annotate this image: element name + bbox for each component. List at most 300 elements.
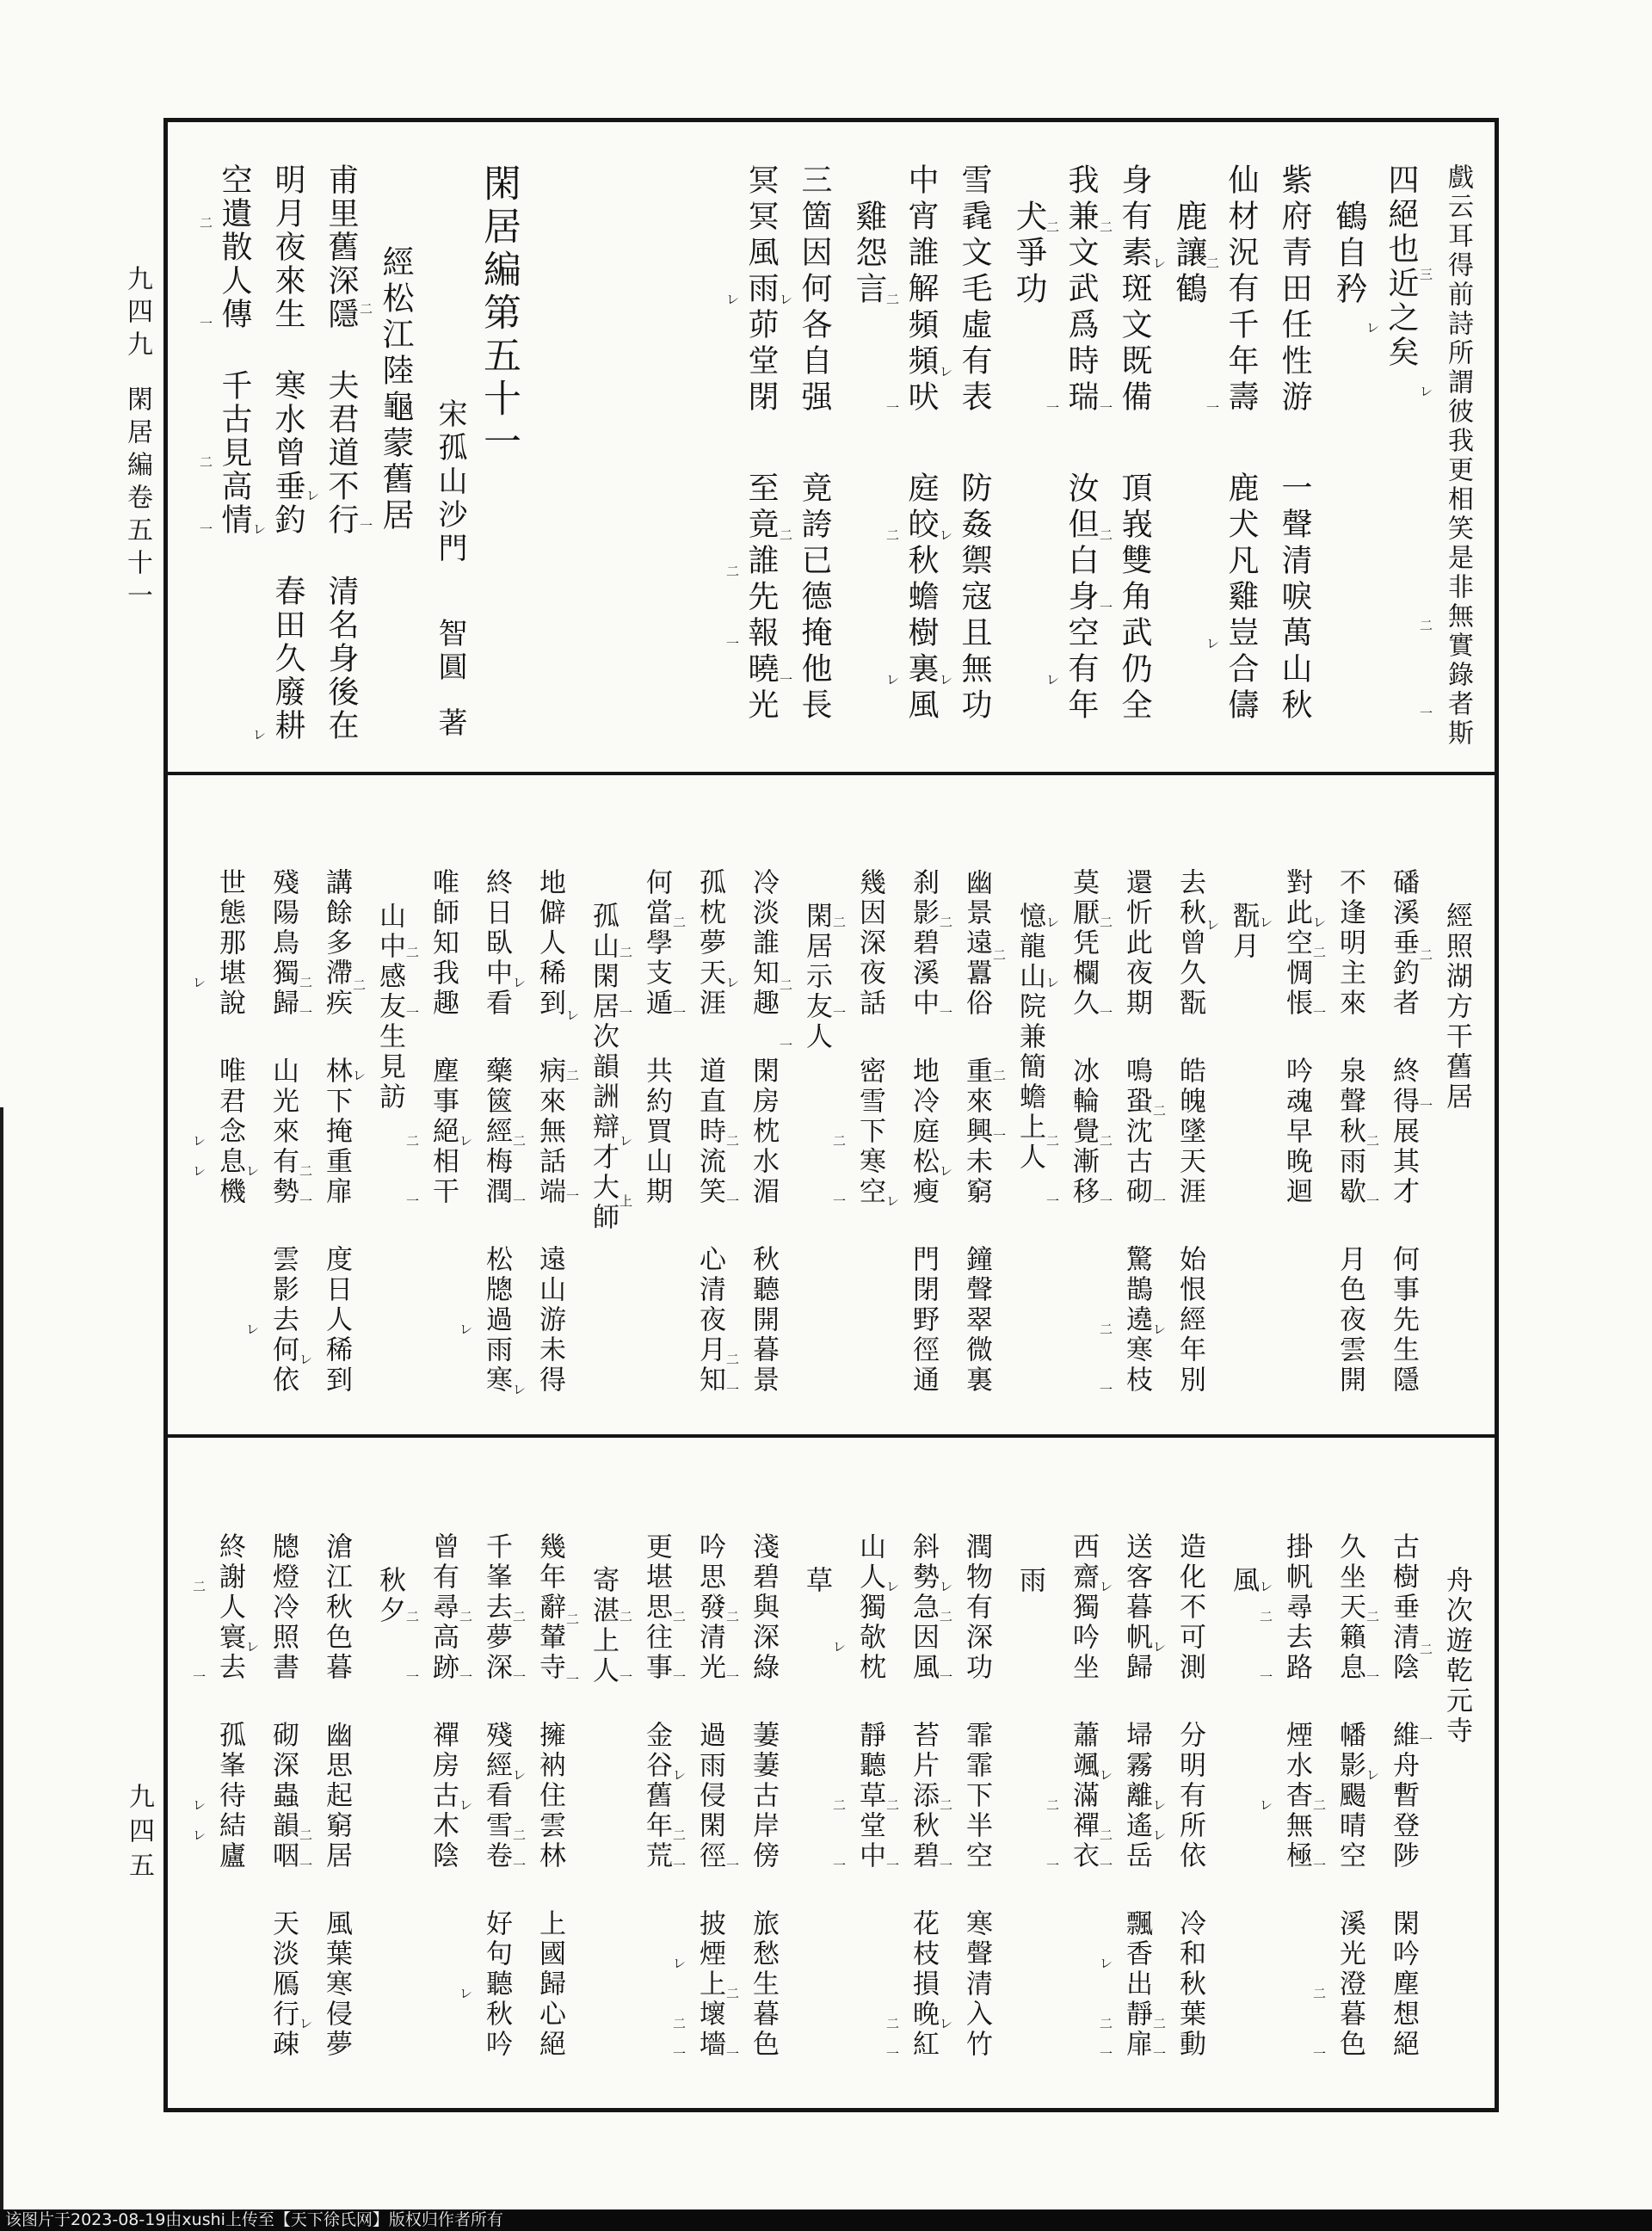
kaeriten-mark: 一 [726,1670,743,1685]
text-segment: 始恨經年別 [1175,1245,1205,1396]
scan-edge-artifact [0,1107,3,2210]
kaeriten-mark: 一 [886,2047,903,2062]
kaeriten-mark: 二 [726,1610,743,1624]
poem-title-column [352,775,404,1434]
kaeriten-mark: 一 [1420,1100,1437,1114]
kaeriten-mark: 一 [459,1670,477,1685]
margin-volume-label [124,265,150,614]
kaeriten-mark: 二 [673,2017,690,2031]
phrase-gap [656,1019,657,1057]
kaeriten-mark: レ [940,674,959,688]
phrase-gap [1083,1019,1084,1057]
poem-title-column [992,775,1044,1434]
text-segment: 鶴自矜 [1330,200,1365,308]
kaeriten-mark: レ [513,976,530,990]
text-segment: 苔片添秋碧 [909,1721,939,1871]
kaeriten-mark: 一 [886,402,905,416]
text-segment: 雞怨言 [850,200,885,308]
kaeriten-mark: レ [940,1580,957,1594]
text-segment: 還忻此夜期 [1122,868,1152,1019]
text-segment: 上國歸心絕 [535,1909,565,2060]
kaeriten-mark: 二 [940,915,957,930]
phrase-gap [975,416,976,471]
kaeriten-mark: 二 [1100,221,1119,236]
text-column [1365,122,1417,772]
text-segment: 幽思起窮居 [322,1721,352,1871]
text-segment: 至竟誰先報曉光 [744,471,779,724]
kaeriten-mark: レ [1153,1798,1170,1813]
kaeriten-mark: 一 [673,1006,690,1020]
text-column [1152,1438,1204,2105]
kaeriten-mark: レ [306,490,323,504]
text-segment: 地僻人稀到 [535,868,565,1019]
kaeriten-mark: 一 [1100,601,1119,616]
section-1 [168,122,1495,775]
text-segment: 造化不可測 [1175,1532,1205,1683]
phrase-gap [923,1019,924,1057]
text-segment: 閑居編第五十一 [478,163,520,465]
phrase-gap [496,1871,497,1909]
phrase-gap [336,1683,337,1721]
kaeriten-mark: 上 [620,1194,637,1209]
text-segment: 孤枕夢天涯 [695,868,725,1019]
phrase-gap [550,1207,551,1245]
text-column [199,122,250,772]
text-segment: 冷淡誰知趣 [749,868,779,1019]
text-segment: 對此空惆悵 [1282,868,1312,1019]
text-segment: 殘經看雪卷 [482,1721,512,1871]
text-column [245,775,297,1434]
kaeriten-mark: レ [1100,1957,1117,1971]
kaeriten-mark: 一 [566,1673,583,1688]
text-segment: 松牕過雨寒 [482,1245,512,1396]
text-segment: 牕燈冷照書 [268,1532,299,1683]
kaeriten-mark: 一 [673,1670,690,1685]
kaeriten-mark: レ [1046,976,1063,990]
text-segment: 山中感友生見訪 [375,901,405,1112]
phrase-gap [1190,1871,1191,1909]
kaeriten-mark: レ [886,1580,903,1594]
kaeriten-mark: 二 [1100,1322,1117,1337]
text-segment: 送客暮帆歸 [1122,1532,1152,1683]
phrase-gap [496,1683,497,1721]
kaeriten-mark: 二 [1420,949,1437,964]
text-segment: 世態那堪說 [215,868,245,1019]
text-segment: 終謝人寰去 [215,1532,245,1683]
phrase-gap [1297,1683,1298,1721]
phrase-gap [710,1207,711,1245]
text-column [299,1438,350,2105]
text-column [405,775,457,1434]
text-segment: 何事先生隱 [1389,1245,1419,1396]
text-segment: 風葉寒侵夢 [322,1909,352,2060]
text-segment: 防姦禦寇且無功 [958,471,992,724]
text-segment: 鳴蛩沈古砌 [1122,1057,1152,1207]
kaeriten-mark: 二 [566,1069,583,1084]
text-segment: 滄江秋色暮 [322,1532,352,1683]
kaeriten-mark: 一 [513,1670,530,1685]
kaeriten-mark: 一 [1366,1194,1384,1209]
kaeriten-mark: レ [299,2017,317,2031]
kaeriten-mark: レ [886,1194,903,1209]
text-column [1045,1438,1097,2105]
poem-title-column [1419,1438,1470,2105]
kaeriten-mark: 一 [620,1670,637,1685]
kaeriten-mark: 二 [193,1580,210,1594]
text-segment: 竟誇已德掩他長 [798,471,832,724]
text-segment: 秋夕 [375,1565,405,1626]
kaeriten-mark: レ [833,1640,850,1655]
kaeriten-mark: 一 [1100,1383,1117,1397]
text-segment: 披煙上壞墻 [695,1909,725,2060]
text-segment: 頂峩雙角武仍全 [1118,471,1152,724]
text-segment: 雨 [1015,1565,1045,1596]
text-segment: 仙材況有千年壽 [1224,163,1259,416]
text-segment: 幽景遠囂俗 [962,868,992,1019]
kaeriten-mark: 二 [940,1798,957,1813]
phrase-gap [763,1019,764,1057]
text-column [1045,775,1097,1434]
phrase-gap [550,1871,551,1909]
text-segment: 三箇因何各自强 [798,163,832,416]
text-segment: 寒聲清入竹 [962,1909,992,2060]
kaeriten-mark: 二 [1100,1134,1117,1149]
text-column [512,1438,564,2105]
kaeriten-mark: 二 [566,1613,583,1628]
margin-volume-title: 閑居編卷五十一 [123,385,151,614]
kaeriten-mark: レ [1153,257,1171,272]
text-column [1152,775,1204,1434]
phrase-gap [288,331,289,369]
phrase-gap [815,416,816,471]
phrase-gap [336,1871,337,1909]
kaeriten-mark: 一 [833,1006,850,1020]
text-column [1312,1438,1364,2105]
kaeriten-mark: レ [940,2017,957,2031]
kaeriten-mark: 二 [1100,915,1117,930]
kaeriten-mark: 一 [673,1858,690,1873]
kaeriten-mark: 一 [1420,1734,1437,1748]
kaeriten-mark: 一 [1153,2047,1170,2062]
text-segment: 冰輪覺漸移 [1069,1057,1099,1207]
text-segment: 共約買山期 [642,1057,672,1207]
kaeriten-mark: 一 [726,638,745,652]
kaeriten-mark: 二 [1046,221,1065,236]
kaeriten-mark: 二 [513,1134,530,1149]
kaeriten-mark: 二 [459,1610,477,1624]
text-segment: 泉聲秋雨歇 [1335,1057,1365,1207]
poem-title-column [359,122,410,772]
text-column [1365,775,1417,1434]
text-segment: 密雪下寒空 [855,1057,885,1207]
text-segment: 講餘多滯疾 [322,868,352,1019]
poem-title-column [1312,122,1364,772]
poem-title-column [779,1438,830,2105]
kaeriten-mark: 二 [1313,946,1330,960]
kaeriten-mark: 一 [406,1194,423,1209]
kaeriten-mark: レ [940,1164,957,1179]
text-segment: 皓魄墜天涯 [1175,1057,1205,1207]
kaeriten-mark: 二 [299,1828,317,1843]
phrase-gap [710,1683,711,1721]
phrase-gap [763,1871,764,1909]
text-segment: 閑居示友人 [802,901,832,1052]
text-column [1099,1438,1150,2105]
kaeriten-mark: レ [299,1353,317,1367]
kaeriten-mark: レ [513,1383,530,1397]
text-segment: 煙水杳無極 [1282,1721,1312,1871]
kaeriten-mark: レ [1420,385,1437,400]
kaeriten-mark: レ [459,1134,477,1149]
text-column [1099,122,1150,772]
text-column [1259,122,1310,772]
phrase-gap [1190,1019,1191,1057]
kaeriten-mark: 二 [1153,2017,1170,2031]
phrase-gap [1190,1207,1191,1245]
text-segment: 斜勢急因風 [909,1532,939,1683]
kaeriten-mark: 二 [299,976,317,990]
phrase-gap [235,331,236,369]
text-segment: 潤物有深功 [962,1532,992,1683]
kaeriten-mark: 二 [1100,529,1119,544]
text-column [299,775,350,1434]
kaeriten-mark: 二 [1046,1134,1063,1149]
phrase-gap [1350,1683,1351,1721]
phrase-gap [761,416,762,471]
text-column [405,1438,457,2105]
kaeriten-mark: レ [620,1134,637,1149]
text-segment: 四絕也近之矣 [1384,163,1419,370]
text-segment: 藥篋經梅潤 [482,1057,512,1207]
text-column [725,1438,777,2105]
poem-title-column [565,775,617,1434]
phrase-gap [1083,1683,1084,1721]
phrase-gap [550,1019,551,1057]
text-segment: 翫月 [1229,901,1259,962]
kaeriten-mark: 一 [1100,1194,1117,1209]
kaeriten-mark: 二 [780,529,798,544]
text-segment: 度日人稀到 [322,1245,352,1396]
text-segment: 憶龍山院兼簡蟾上人 [1015,901,1045,1173]
kaeriten-mark: 二 [1313,1987,1330,2001]
section-2 [168,775,1495,1438]
kaeriten-mark: レ [246,1640,263,1655]
watermark-text: 该图片于2023-08-19由xushi上传至【天下徐氏网】版权归作者所有 [5,2210,503,2229]
text-segment: 林下掩重扉 [322,1057,352,1207]
kaeriten-mark: 一 [1046,402,1065,416]
kaeriten-mark: 二 [1420,619,1437,634]
kaeriten-mark: レ [459,1322,477,1337]
kaeriten-mark: 二 [200,456,216,471]
text-segment: 飄香出靜扉 [1122,1909,1152,2060]
kaeriten-mark: 二 [620,1610,637,1624]
kaeriten-mark: 一 [1260,1670,1277,1685]
text-segment: 風 [1229,1565,1259,1596]
margin-gap [137,363,138,385]
phrase-gap [449,566,450,618]
poem-title-column [832,122,884,772]
text-column [779,122,830,772]
text-segment: 曾有尋高跡 [428,1532,459,1683]
text-segment: 清名身後在 [324,575,359,743]
kaeriten-mark: レ [1366,321,1384,336]
text-column [512,775,564,1434]
text-segment: 花枝損晚紅 [909,1909,939,2060]
text-column [725,122,777,772]
text-segment: 宋孤山沙門 [434,398,465,566]
text-segment: 犬爭功 [1010,200,1045,308]
text-segment: 雲影去何依 [268,1245,299,1396]
kaeriten-mark: 一 [726,1194,743,1209]
phrase-gap [710,1019,711,1057]
kaeriten-mark: 一 [299,1194,317,1209]
text-segment: 春田久廢耕 [271,575,305,743]
kaeriten-mark: 一 [1046,1858,1063,1873]
text-column [245,1438,297,2105]
text-column [939,122,990,772]
text-segment: 殘陽鳥獨歸 [268,868,299,1019]
text-segment: 霏霏下半空 [962,1721,992,1871]
phrase-gap [923,1683,924,1721]
text-segment: 維舟暫登陟 [1389,1721,1419,1871]
text-column [305,122,357,772]
kaeriten-mark: 二 [833,915,850,930]
poem-title-column [1419,775,1470,1434]
kaeriten-mark: 一 [780,1039,797,1054]
poem-title-column [565,1438,617,2105]
poem-title-column [1205,775,1257,1434]
kaeriten-mark: 一 [360,519,378,533]
text-segment: 久坐天籟息 [1335,1532,1365,1683]
text-segment: 冥冥風雨茆堂閉 [744,163,779,416]
text-segment: 擁衲住雲林 [535,1721,565,1871]
text-segment: 蕭颯滿禪衣 [1069,1721,1099,1871]
text-column [672,775,724,1434]
text-segment: 去秋曾久翫 [1175,868,1205,1019]
poem-title-column [779,775,830,1434]
text-segment: 空遺散人傳 [218,163,252,331]
text-column [939,1438,990,2105]
kaeriten-mark: 二 [726,1353,743,1367]
text-segment: 幡影颺晴空 [1335,1721,1365,1871]
text-column [1099,775,1150,1434]
text-segment: 冷和秋葉動 [1175,1909,1205,2060]
text-segment: 吟思發清光 [695,1532,725,1683]
text-segment: 道直時流笑 [695,1057,725,1207]
kaeriten-mark: レ [459,1798,477,1813]
kaeriten-mark: 一 [1100,1006,1117,1020]
text-segment: 砌深蟲韻咽 [268,1721,299,1871]
text-segment: 雪毳文毛虛有表 [958,163,992,416]
kaeriten-mark: 一 [1100,2047,1117,2062]
text-segment: 月色夜雲開 [1335,1245,1365,1396]
kaeriten-mark: 一 [833,1194,850,1209]
kaeriten-mark: 一 [1313,1858,1330,1873]
text-segment: 萋萋古岸傍 [749,1721,779,1871]
kaeriten-mark: 二 [886,2017,903,2031]
kaeriten-mark: レ [1260,915,1277,930]
kaeriten-mark: 二 [360,302,378,317]
kaeriten-mark: 二 [353,979,370,994]
kaeriten-mark: レ [253,729,269,743]
kaeriten-mark: レ [1206,919,1224,934]
text-segment: 刹影碧溪中 [909,868,939,1019]
phrase-gap [1350,1871,1351,1909]
text-column [1312,775,1364,1434]
phrase-gap [496,1207,497,1245]
phrase-gap [336,1019,337,1057]
watermark-bar [0,2209,1652,2231]
phrase-gap [870,1019,871,1057]
text-column [885,122,937,772]
kaeriten-mark: 二 [673,1828,690,1843]
kaeriten-mark: 二 [406,1134,423,1149]
text-segment: 塵事絕相干 [428,1057,459,1207]
kaeriten-mark: レ [1153,1322,1170,1337]
kaeriten-mark: 一 [193,1670,210,1685]
kaeriten-mark: 一 [1100,402,1119,416]
text-segment: 掛帆尋去路 [1282,1532,1312,1683]
kaeriten-mark: レ [1153,1828,1170,1843]
text-segment: 鐘聲翠微裏 [962,1245,992,1396]
kaeriten-mark: 一 [1100,1858,1117,1873]
author-column [412,122,464,772]
kaeriten-mark: 一 [200,523,216,538]
text-column [832,775,884,1434]
text-segment: 甫里舊深隱 [324,163,359,331]
kaeriten-mark: 一 [940,1670,957,1685]
kaeriten-mark: 二 [1420,1643,1437,1658]
text-segment: 寒水曾垂釣 [271,369,305,537]
kaeriten-mark: 二 [780,979,797,994]
text-segment: 禪房古木陰 [428,1721,459,1871]
phrase-gap [550,1683,551,1721]
text-column [1259,1438,1310,2105]
kaeriten-mark: レ [1313,915,1330,930]
kaeriten-mark: 二 [1260,1610,1277,1624]
text-segment: 終日臥中看 [482,868,512,1019]
kaeriten-mark: 一 [299,1006,317,1020]
text-segment: 更堪思往事 [642,1532,672,1683]
text-segment: 山光來有勢 [268,1057,299,1207]
kaeriten-mark: レ [253,523,269,538]
kaeriten-mark: 二 [886,1798,903,1813]
text-segment: 戲云耳得前詩所謂彼我更相笑是非無實錄者斯 [1444,163,1472,749]
text-segment: 旅愁生暮色 [749,1909,779,2060]
kaeriten-mark: レ [780,293,798,308]
kaeriten-mark: レ [1260,1798,1277,1813]
kaeriten-mark: 二 [1100,2017,1117,2031]
phrase-gap [870,1683,871,1721]
text-column [619,1438,670,2105]
text-column [459,775,510,1434]
kaeriten-mark: 一 [780,674,798,688]
kaeriten-mark: 二 [200,217,216,231]
text-segment: 遠山游未得 [535,1245,565,1396]
text-segment: 古樹垂清陰 [1389,1532,1419,1683]
text-segment: 山人獨欹枕 [855,1532,885,1683]
kaeriten-mark: レ [886,674,905,688]
text-segment: 閑吟塵想絕 [1389,1909,1419,2060]
poem-title-column [1205,1438,1257,2105]
text-segment: 智圓 [434,618,465,685]
text-segment: 唯君念息機 [215,1057,245,1207]
kaeriten-mark: 一 [726,1383,743,1397]
phrase-gap [1350,1019,1351,1057]
text-segment: 地冷庭松瘦 [909,1057,939,1207]
kaeriten-mark: 二 [620,946,637,960]
phrase-gap [923,1207,924,1245]
